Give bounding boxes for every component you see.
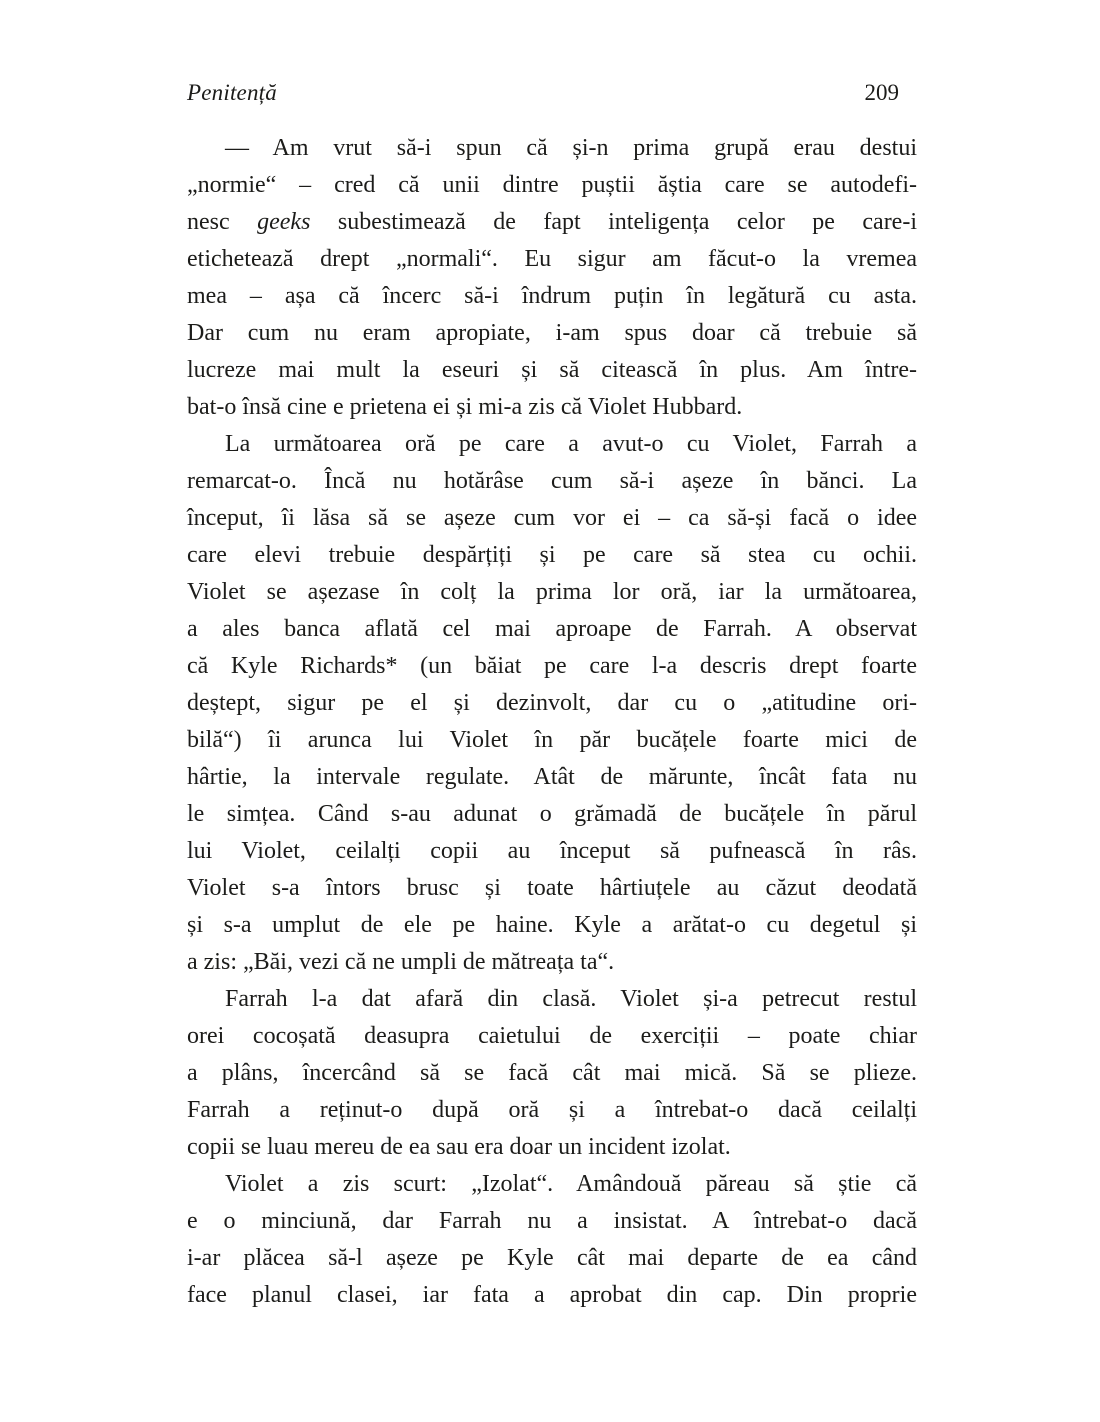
paragraph: [187, 1166, 917, 1314]
text-line: mea – așa că încerc să-i îndrum puțin în legătură cu asta.: [187, 283, 917, 309]
running-head-title: Penitență: [187, 80, 277, 105]
paragraph: [187, 130, 917, 426]
text-line: început, îi lăsa să se așeze cum vor ei – ca să-și facă o idee: [187, 505, 917, 531]
text-line: că Kyle Richards* (un băiat pe care l-a descris drept foarte: [187, 653, 917, 679]
text-line: a zis: „Băi, vezi că ne umpli de mătreața ta“.: [187, 949, 615, 975]
text-line: Dar cum nu eram apropiate, i-am spus doar că trebuie să: [187, 320, 917, 346]
text-line: bat-o însă cine e prietena ei și mi-a zis că Violet Hubbard.: [187, 394, 743, 420]
text-line: nesc geeks subestimează de fapt inteligența celor pe care-i: [187, 209, 917, 235]
text-line: a ales banca aflată cel mai aproape de Farrah. A observat: [187, 616, 917, 642]
text-line: a plâns, încercând să se facă cât mai mică. Să se plieze.: [187, 1060, 917, 1086]
paragraph: [187, 981, 917, 1166]
text-line: i-ar plăcea să-l așeze pe Kyle cât mai departe de ea când: [187, 1245, 917, 1271]
text-line: Violet se așezase în colț la prima lor oră, iar la următoarea,: [187, 579, 917, 605]
text-line: care elevi trebuie despărțiți și pe care să stea cu ochii.: [187, 542, 917, 568]
text-line: face planul clasei, iar fata a aprobat din cap. Din proprie: [187, 1282, 917, 1308]
text-line: Violet s-a întors brusc și toate hârtiuțele au căzut deodată: [187, 875, 917, 901]
text-line: orei cocoșată deasupra caietului de exerciții – poate chiar: [187, 1023, 917, 1049]
text-line: lui Violet, ceilalți copii au început să pufnească în râs.: [187, 838, 917, 864]
text-line: Violet a zis scurt: „Izolat“. Amândouă păreau să știe că: [225, 1171, 917, 1197]
text-line: La următoarea oră pe care a avut-o cu Violet, Farrah a: [225, 431, 917, 457]
text-line: etichetează drept „normali“. Eu sigur am făcut-o la vremea: [187, 246, 917, 272]
text-line: bilă“) îi arunca lui Violet în păr bucățele foarte mici de: [187, 727, 917, 753]
text-line: deștept, sigur pe el și dezinvolt, dar cu o „atitudine ori-: [187, 690, 917, 716]
text-line: „normie“ – cred că unii dintre puștii ăștia care se autodefi-: [187, 172, 917, 198]
text-line: remarcat-o. Încă nu hotărâse cum să-i așeze în bănci. La: [187, 468, 917, 494]
text-line: copii se luau mereu de ea sau era doar un incident izolat.: [187, 1134, 731, 1160]
body-text: [187, 130, 917, 1314]
text-line: hârtie, la intervale regulate. Atât de mărunte, încât fata nu: [187, 764, 917, 790]
page-number: 209: [864, 80, 899, 105]
text-line: lucreze mai mult la eseuri și să citească în plus. Am între-: [187, 357, 917, 383]
text-line: — Am vrut să-i spun că și-n prima grupă erau destui: [225, 135, 917, 161]
text-line: Farrah l-a dat afară din clasă. Violet și-a petrecut restul: [225, 986, 917, 1012]
paragraph: [187, 426, 917, 981]
running-header: [187, 80, 899, 106]
text-line: e o minciună, dar Farrah nu a insistat. A întrebat-o dacă: [187, 1208, 917, 1234]
text-line: și s-a umplut de ele pe haine. Kyle a arătat-o cu degetul și: [187, 912, 917, 938]
text-line: Farrah a reținut-o după oră și a întrebat-o dacă ceilalți: [187, 1097, 917, 1123]
text-line: le simțea. Când s-au adunat o grămadă de bucățele în părul: [187, 801, 917, 827]
